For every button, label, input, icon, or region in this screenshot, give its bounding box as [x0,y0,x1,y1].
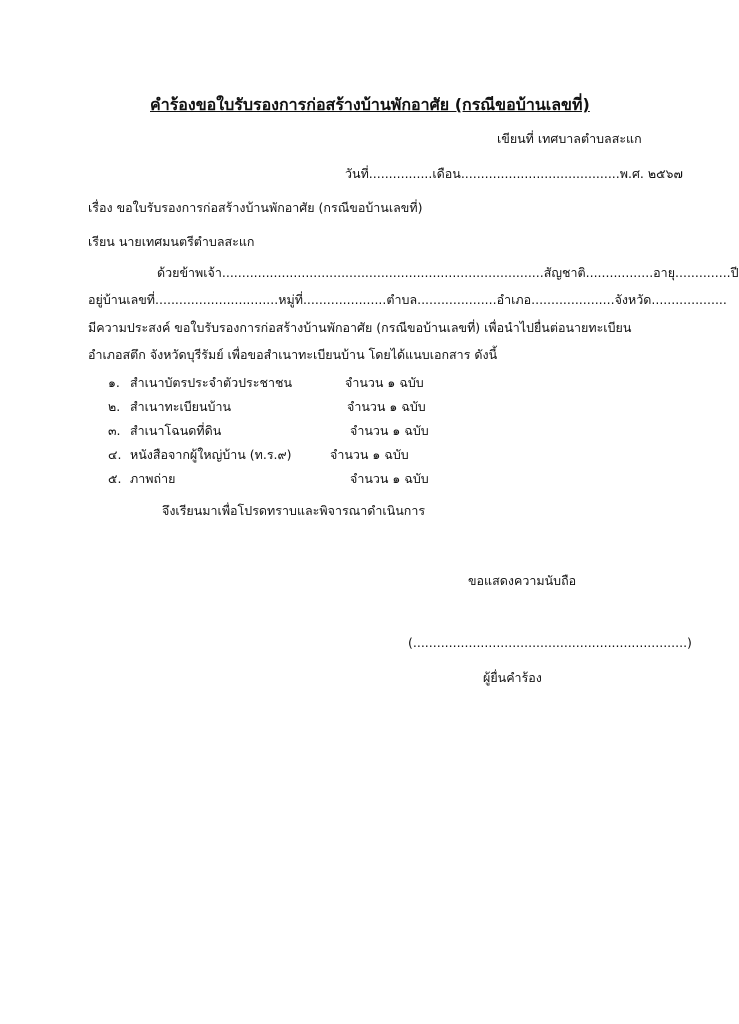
item-qty: จำนวน ๑ ฉบับ [350,471,429,486]
item-qty: จำนวน ๑ ฉบับ [330,447,409,462]
item-qty: จำนวน ๑ ฉบับ [345,375,424,390]
item-number: ๒. [108,399,121,414]
item-name: ภาพถ่าย [130,471,176,486]
regards-line: ขอแสดงความนับถือ [468,573,577,588]
closing-line: จึงเรียนมาเพื่อโปรดทราบและพิจารณาดำเนินการ [162,503,426,518]
item-name: สำเนาโฉนดที่ดิน [130,423,222,438]
signature-line: (.....................................................................) [408,635,692,650]
document-title: คำร้องขอใบรับรองการก่อสร้างบ้านพักอาศัย (กรณีขอบ้านเลขที่) [150,95,590,114]
subject-line: เรื่อง ขอใบรับรองการก่อสร้างบ้านพักอาศัย (กรณีขอบ้านเลขที่) [88,200,423,215]
item-number: ๓. [108,423,121,438]
item-qty: จำนวน ๑ ฉบับ [347,399,426,414]
body-line-2: อยู่บ้านเลขที่...............................หมู่ที่.....................ตำบล....................อำเภอ.....................จังหวัด................... [88,292,727,307]
item-name: สำเนาบัตรประจำตัวประชาชน [130,375,292,390]
item-number: ๔. [108,447,122,462]
item-name: สำเนาทะเบียนบ้าน [130,399,232,414]
body-line-3: มีความประสงค์ ขอใบรับรองการก่อสร้างบ้านพักอาศัย (กรณีขอบ้านเลขที่) เพื่อนำไปยื่นต่อนายทะเบียน [88,320,632,335]
date-line: วันที่................เดือน........................................พ.ศ. ๒๕๖๗ [345,166,683,181]
item-name: หนังสือจากผู้ใหญ่บ้าน (ท.ร.๙) [130,447,292,462]
written-at: เขียนที่ เทศบาลตำบลสะแก [497,131,642,146]
body-line-4: อำเภอสตึก จังหวัดบุรีรัมย์ เพื่อขอสำเนาทะเบียนบ้าน โดยได้แนบเอกสาร ดังนี้ [88,347,498,362]
addressee-line: เรียน นายเทศมนตรีตำบลสะแก [88,234,255,249]
item-qty: จำนวน ๑ ฉบับ [350,423,429,438]
signer-label: ผู้ยื่นคำร้อง [483,670,542,685]
body-line-1: ด้วยข้าพเจ้า.................................................................................สัญชาติ.................อายุ..............ปี [157,265,739,280]
item-number: ๕. [108,471,122,486]
item-number: ๑. [108,375,120,390]
